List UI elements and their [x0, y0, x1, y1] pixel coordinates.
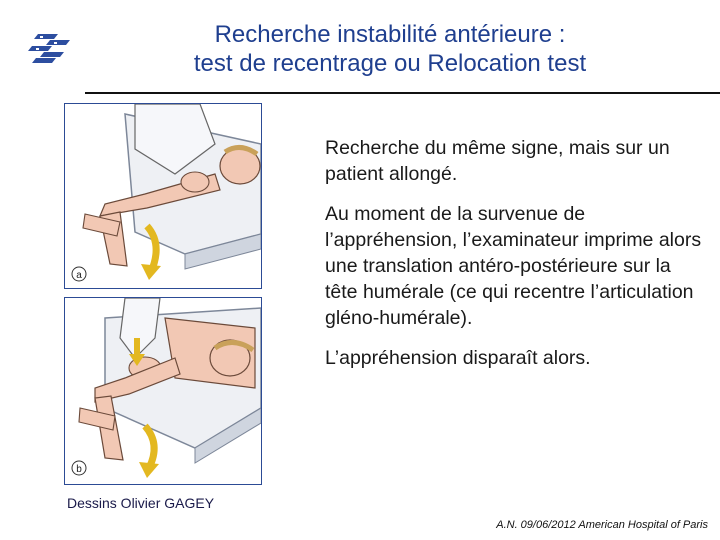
- slide-footer: A.N. 09/06/2012 American Hospital of Paris: [496, 519, 708, 531]
- slide-title: [100, 20, 680, 78]
- title-divider: [85, 92, 720, 94]
- paragraph-1: Recherche du même signe, mais sur un patient allongé.: [325, 137, 670, 185]
- title-line-2: test de recentrage ou Relocation test: [193, 50, 587, 77]
- slide-body: [325, 135, 705, 385]
- figure-b-label: b: [76, 464, 82, 475]
- paragraph-3: L’appréhension disparaît alors.: [325, 347, 591, 369]
- paragraph-2: Au moment de la survenue de l’appréhension, l’examinateur imprime alors une translation antéro-postérieure sur la tête humérale (ce qui recentre l’articulation gléno-humérale).: [325, 203, 702, 329]
- figure-a-label: a: [76, 270, 82, 281]
- figure-a-illustration: [64, 103, 262, 289]
- illustration-credit: Dessins Olivier GAGEY: [67, 495, 215, 511]
- figure-b-illustration: [64, 297, 262, 485]
- hospital-logo-icon: [28, 30, 74, 70]
- title-line-1: Recherche instabilité antérieure :: [214, 21, 566, 48]
